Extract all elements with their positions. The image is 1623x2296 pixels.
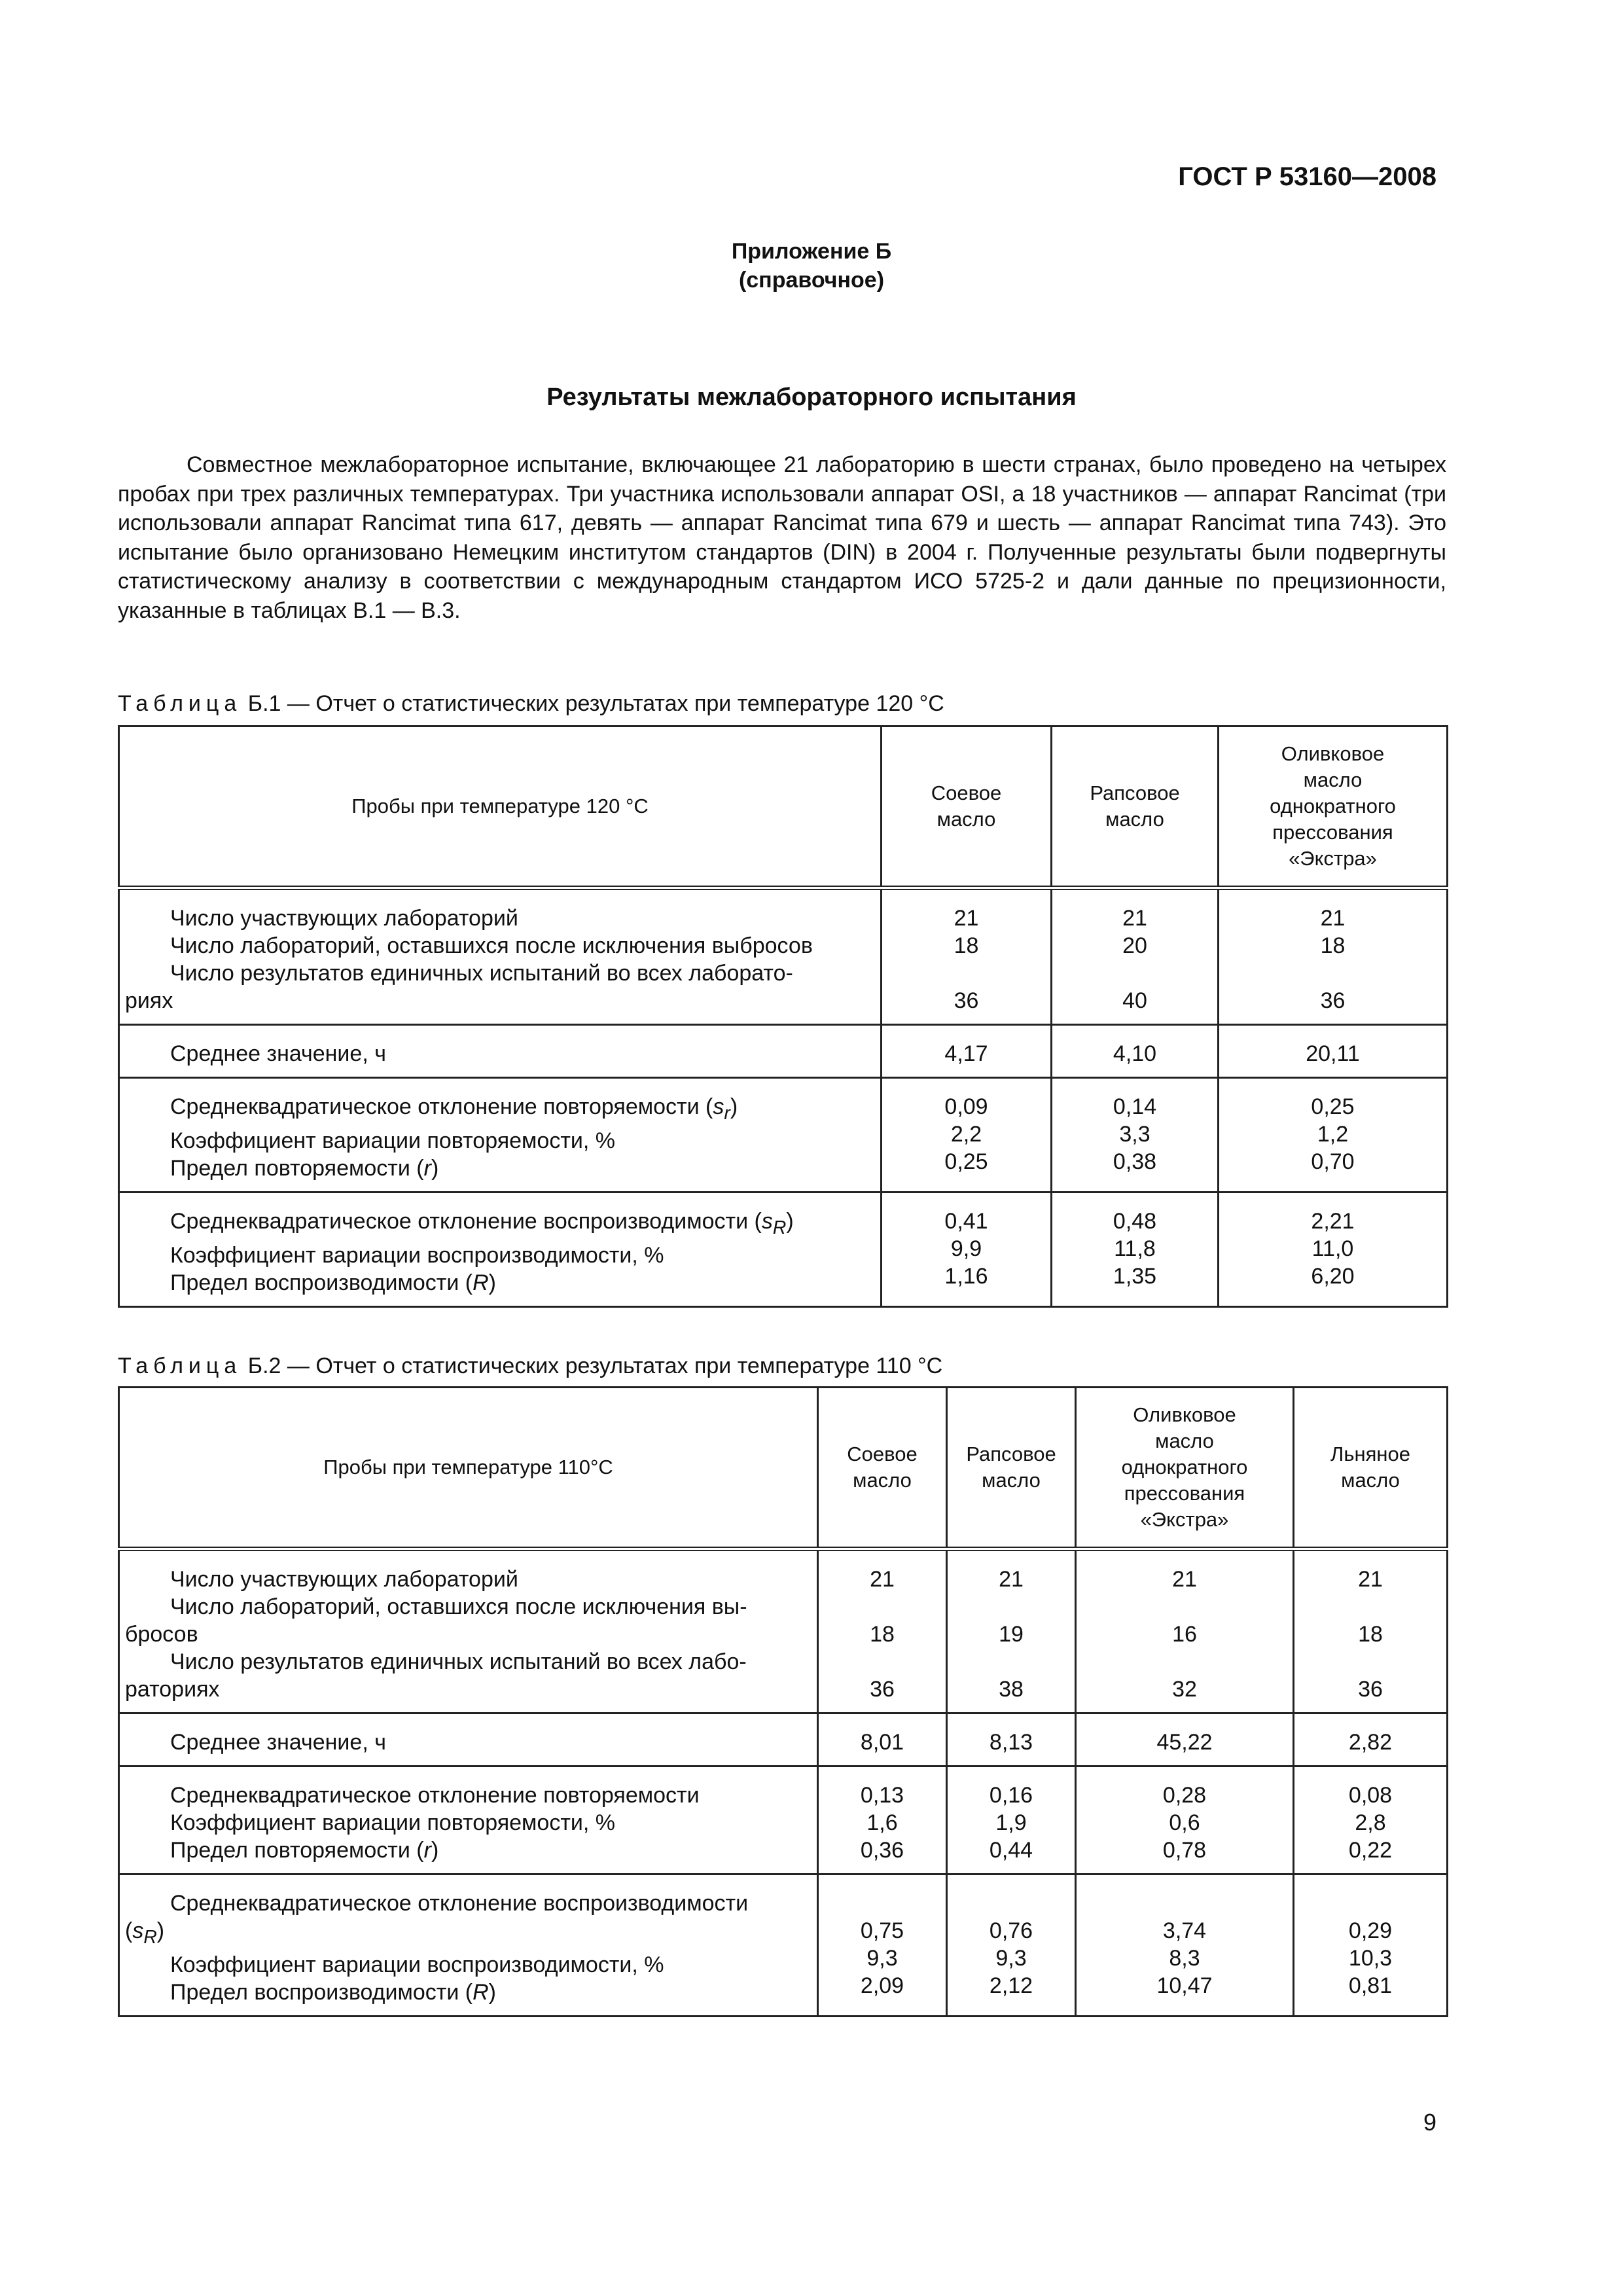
cell-spacer (882, 960, 1050, 987)
appendix-subtitle: (справочное) (738, 268, 885, 293)
cell-value: 0,78 (1162, 1838, 1207, 1863)
cell-spacer (819, 1648, 946, 1676)
cell-value: 18 (954, 933, 979, 958)
row-label: Число участвующих лабораторий (170, 906, 518, 931)
cell-value: 16 (1172, 1622, 1197, 1647)
table1-caption-text: Б.1 — Отчет о статистических результатах при температуре 120 °С (247, 691, 944, 716)
cell-spacer (948, 1648, 1075, 1676)
cell-spacer (1294, 1890, 1446, 1917)
cell-value: 3,3 (1119, 1122, 1150, 1147)
cell-spacer (948, 1890, 1075, 1917)
cell-spacer (819, 1890, 946, 1917)
table2-header-rape-text: Рапсовое масло (966, 1443, 1056, 1492)
row-label-close: ) (488, 1979, 496, 2005)
cell-spacer (1077, 1593, 1293, 1621)
cell-value: 0,76 (989, 1918, 1033, 1943)
row-label (125, 1917, 812, 1951)
cell-value: 21 (1320, 906, 1346, 931)
table2-soy-cell (818, 1874, 947, 2017)
cell-value: 21 (1122, 906, 1147, 931)
table2-linseed-cell (1294, 1549, 1448, 1713)
table1-header-olive-text: Оливковое масло однократного прессования «Экстра» (1270, 742, 1396, 870)
cell-value: 0,38 (1113, 1149, 1157, 1174)
table-row (119, 1549, 1448, 1713)
cell-value: 21 (1172, 1567, 1197, 1592)
cell-value: 0,36 (860, 1838, 904, 1863)
cell-spacer (1219, 960, 1446, 987)
cell-value: 0,29 (1348, 1918, 1393, 1943)
table1-olive-cell (1219, 1078, 1448, 1193)
cell-value: 0,14 (1113, 1094, 1157, 1119)
intro-paragraph: Совместное межлабораторное испытание, включающее 21 лабораторию в шести странах, было проведено на четырех пробах при трех различных температурах. Три участника использовали аппарат OSI, а 18 участников — аппарат Rancimat (три использовали аппарат Rancimat типа 617, девять — аппарат Rancimat типа 679 и шесть — аппарат Rancimat типа 743). Это испытание было организовано Немецким институтом стандартов (DIN) в 2004 г. Полученные результаты были подвергнуты статистическому анализу в соответствии с международным стандартом ИСО 5725-2 и дали данные по прецизионности, указанные в таблицах В.1 — В.3. (118, 452, 1446, 623)
cell-value: 4,10 (1113, 1041, 1157, 1066)
table2-rape-cell (947, 1767, 1076, 1874)
table2-caption-label: Таблица (118, 1354, 242, 1378)
cell-spacer (1294, 1648, 1446, 1676)
cell-value: 1,16 (944, 1263, 988, 1289)
cell-value: 1,6 (866, 1810, 898, 1835)
table1-header-rape (1052, 726, 1219, 888)
cell-spacer (948, 1593, 1075, 1621)
table-row (119, 1078, 1448, 1193)
row-label-close: ) (488, 1270, 496, 1295)
symbol: s (761, 1208, 773, 1234)
table1-rape-cell (1052, 888, 1219, 1025)
cell-value: 18 (1358, 1622, 1383, 1647)
cell-value: 0,13 (860, 1783, 904, 1808)
cell-value: 2,09 (860, 1973, 904, 1998)
cell-value: 1,2 (1317, 1122, 1349, 1147)
symbol: s (713, 1094, 724, 1119)
row-label-text: Предел повторяемости ( (170, 1838, 424, 1863)
row-label: бросов (125, 1622, 198, 1647)
table1-rape-cell (1052, 1025, 1219, 1078)
cell-value: 40 (1122, 988, 1147, 1013)
row-label-close: ) (431, 1155, 439, 1181)
row-label: Среднеквадратическое отклонение повторяемости (170, 1783, 700, 1808)
cell-value: 21 (1358, 1567, 1383, 1592)
cell-value: 32 (1172, 1677, 1197, 1702)
cell-value: 0,16 (989, 1783, 1033, 1808)
table1-rape-cell (1052, 1078, 1219, 1193)
table2-header-rape (947, 1388, 1076, 1549)
cell-value: 0,28 (1162, 1783, 1207, 1808)
cell-value: 10,3 (1348, 1946, 1393, 1971)
cell-value: 9,3 (995, 1946, 1027, 1971)
table1-header-sample: Пробы при температуре 120 °С (119, 726, 882, 888)
row-label (125, 1269, 875, 1297)
table2-header-olive (1076, 1388, 1294, 1549)
cell-spacer (1077, 1648, 1293, 1676)
table2-header-linseed-text: Льняное масло (1330, 1443, 1410, 1492)
cell-value: 0,25 (944, 1149, 988, 1174)
row-label (125, 1979, 812, 2006)
cell-value: 36 (954, 988, 979, 1013)
cell-spacer (1052, 960, 1217, 987)
cell-value: 0,81 (1348, 1973, 1393, 1998)
table2-olive-cell (1076, 1874, 1294, 2017)
cell-value: 11,0 (1311, 1236, 1354, 1261)
appendix-heading (0, 237, 1623, 295)
row-label-open: ( (125, 1918, 133, 1943)
table2-caption (118, 1354, 942, 1379)
row-label: раториях (125, 1677, 220, 1702)
cell-value: 21 (954, 906, 979, 931)
cell-value: 9,3 (866, 1946, 898, 1971)
symbol: r (423, 1838, 431, 1863)
table2-olive-cell (1076, 1767, 1294, 1874)
row-label-close: ) (786, 1208, 794, 1234)
table2-linseed-cell (1294, 1767, 1448, 1874)
cell-value: 0,25 (1311, 1094, 1355, 1119)
table2-header-olive-text: Оливковое масло однократного прессования «Экстра» (1121, 1403, 1248, 1531)
table1-label-cell (119, 888, 882, 1025)
table1-header-soy-text: Соевое масло (931, 781, 1002, 831)
cell-value: 2,12 (989, 1973, 1033, 1998)
table1-olive-cell (1219, 888, 1448, 1025)
row-label-text: Предел повторяемости ( (170, 1155, 424, 1181)
cell-value: 0,44 (989, 1838, 1033, 1863)
section-title: Результаты межлабораторного испытания (546, 384, 1077, 411)
table1-caption (118, 691, 944, 717)
table-row (119, 1713, 1448, 1767)
cell-value: 6,20 (1311, 1263, 1355, 1289)
cell-value: 0,48 (1113, 1208, 1157, 1234)
cell-spacer (1294, 1593, 1446, 1621)
cell-value: 2,2 (950, 1122, 982, 1147)
table-row (119, 888, 1448, 1025)
symbol: r (423, 1155, 431, 1181)
cell-value: 38 (999, 1677, 1024, 1702)
cell-value: 36 (1320, 988, 1346, 1013)
cell-spacer (1077, 1890, 1293, 1917)
cell-value: 18 (870, 1622, 895, 1647)
table2-linseed-cell (1294, 1713, 1448, 1767)
cell-value: 21 (999, 1567, 1024, 1592)
cell-value: 18 (1320, 933, 1346, 958)
table2-caption-text: Б.2 — Отчет о статистических результатах при температуре 110 °С (247, 1354, 943, 1378)
table-row (119, 1192, 1448, 1306)
table2-label-cell (119, 1767, 818, 1874)
cell-value: 11,8 (1114, 1236, 1156, 1261)
cell-value: 8,13 (989, 1730, 1033, 1755)
row-label-text: Предел воспроизводимости ( (170, 1979, 473, 2005)
cell-value: 2,21 (1311, 1208, 1355, 1234)
cell-value: 0,41 (944, 1208, 988, 1234)
row-label: Число результатов единичных испытаний во всех лабо- (170, 1649, 747, 1674)
row-label: Коэффициент вариации повторяемости, % (170, 1128, 616, 1153)
row-label: Коэффициент вариации повторяемости, % (170, 1810, 616, 1835)
row-label-text: Среднеквадратическое отклонение повторяемости ( (170, 1094, 713, 1119)
row-label: Среднее значение, ч (170, 1730, 386, 1755)
table1-header-soy (882, 726, 1052, 888)
table2 (118, 1386, 1448, 2017)
row-label-close: ) (730, 1094, 738, 1119)
document-code: ГОСТ Р 53160—2008 (1178, 162, 1436, 191)
cell-value: 1,9 (995, 1810, 1027, 1835)
table1-soy-cell (882, 1078, 1052, 1193)
table1-olive-cell (1219, 1025, 1448, 1078)
symbol-subscript: R (772, 1217, 787, 1238)
table2-header-row (119, 1388, 1448, 1549)
cell-value: 36 (1358, 1677, 1383, 1702)
table1-label-cell (119, 1192, 882, 1306)
cell-value: 2,8 (1355, 1810, 1386, 1835)
table1-olive-cell (1219, 1192, 1448, 1306)
cell-value: 1,35 (1113, 1263, 1157, 1289)
row-label (125, 1093, 875, 1127)
table1-rape-cell (1052, 1192, 1219, 1306)
table2-label-cell (119, 1549, 818, 1713)
cell-spacer (819, 1593, 946, 1621)
row-label (125, 1155, 875, 1182)
table1-caption-label: Таблица (118, 691, 242, 716)
table-row (119, 1025, 1448, 1078)
cell-value: 2,82 (1348, 1730, 1393, 1755)
row-label-close: ) (156, 1918, 165, 1943)
table1-label-cell (119, 1025, 882, 1078)
cell-value: 45,22 (1156, 1730, 1213, 1755)
cell-value: 0,70 (1311, 1149, 1355, 1174)
table-row (119, 1874, 1448, 2017)
table2-soy-cell (818, 1713, 947, 1767)
table2-header-soy (818, 1388, 947, 1549)
appendix-title: Приложение Б (731, 239, 892, 264)
table2-label-cell (119, 1713, 818, 1767)
cell-value: 8,01 (860, 1730, 904, 1755)
cell-value: 20 (1122, 933, 1147, 958)
cell-value: 4,17 (944, 1041, 988, 1066)
cell-value: 21 (870, 1567, 895, 1592)
table2-header-sample: Пробы при температуре 110°С (119, 1388, 818, 1549)
table1-soy-cell (882, 1192, 1052, 1306)
cell-value: 0,22 (1348, 1838, 1393, 1863)
row-label: Число лабораторий, оставшихся после исключения вы- (170, 1594, 747, 1619)
row-label-text: Предел воспроизводимости ( (170, 1270, 473, 1295)
table1-header-rape-text: Рапсовое масло (1090, 781, 1180, 831)
cell-value: 3,74 (1162, 1918, 1207, 1943)
table2-olive-cell (1076, 1549, 1294, 1713)
cell-value: 10,47 (1156, 1973, 1213, 1998)
table1-header-row (119, 726, 1448, 888)
cell-value: 0,75 (860, 1918, 904, 1943)
table2-label-cell (119, 1874, 818, 2017)
table2-soy-cell (818, 1549, 947, 1713)
row-label: Число участвующих лабораторий (170, 1567, 518, 1592)
table1-soy-cell (882, 1025, 1052, 1078)
table1-header-olive (1219, 726, 1448, 888)
symbol-subscript: r (724, 1102, 730, 1124)
cell-value: 0,08 (1348, 1783, 1393, 1808)
table1-label-cell (119, 1078, 882, 1193)
cell-value: 0,6 (1169, 1810, 1200, 1835)
table2-rape-cell (947, 1549, 1076, 1713)
table2-rape-cell (947, 1713, 1076, 1767)
row-label: Коэффициент вариации воспроизводимости, % (170, 1242, 664, 1268)
row-label: Среднее значение, ч (170, 1041, 386, 1066)
row-label: Число лабораторий, оставшихся после исключения выбросов (170, 933, 813, 958)
symbol: R (473, 1979, 489, 2005)
row-label: Среднеквадратическое отклонение воспроизводимости (170, 1891, 749, 1916)
table2-olive-cell (1076, 1713, 1294, 1767)
cell-value: 19 (999, 1622, 1024, 1647)
table2-header-soy-text: Соевое масло (847, 1443, 918, 1492)
row-label: риях (125, 988, 173, 1013)
row-label-text: Среднеквадратическое отклонение воспроизводимости ( (170, 1208, 762, 1234)
table2-linseed-cell (1294, 1874, 1448, 2017)
cell-value: 9,9 (950, 1236, 982, 1261)
table-row (119, 1767, 1448, 1874)
row-label (125, 1837, 812, 1864)
row-label: Число результатов единичных испытаний во всех лаборато- (170, 961, 793, 986)
row-label: Коэффициент вариации воспроизводимости, % (170, 1952, 664, 1977)
table2-header-linseed (1294, 1388, 1448, 1549)
cell-value: 8,3 (1169, 1946, 1200, 1971)
symbol-subscript: R (143, 1926, 157, 1948)
row-label (125, 1208, 875, 1242)
cell-value: 20,11 (1306, 1041, 1360, 1066)
table2-rape-cell (947, 1874, 1076, 2017)
table1-soy-cell (882, 888, 1052, 1025)
table2-soy-cell (818, 1767, 947, 1874)
cell-value: 0,09 (944, 1094, 988, 1119)
symbol: R (473, 1270, 489, 1295)
symbol: s (132, 1918, 144, 1943)
row-label-close: ) (431, 1838, 439, 1863)
table1 (118, 725, 1448, 1308)
cell-value: 36 (870, 1677, 895, 1702)
page-number: 9 (1423, 2109, 1436, 2136)
